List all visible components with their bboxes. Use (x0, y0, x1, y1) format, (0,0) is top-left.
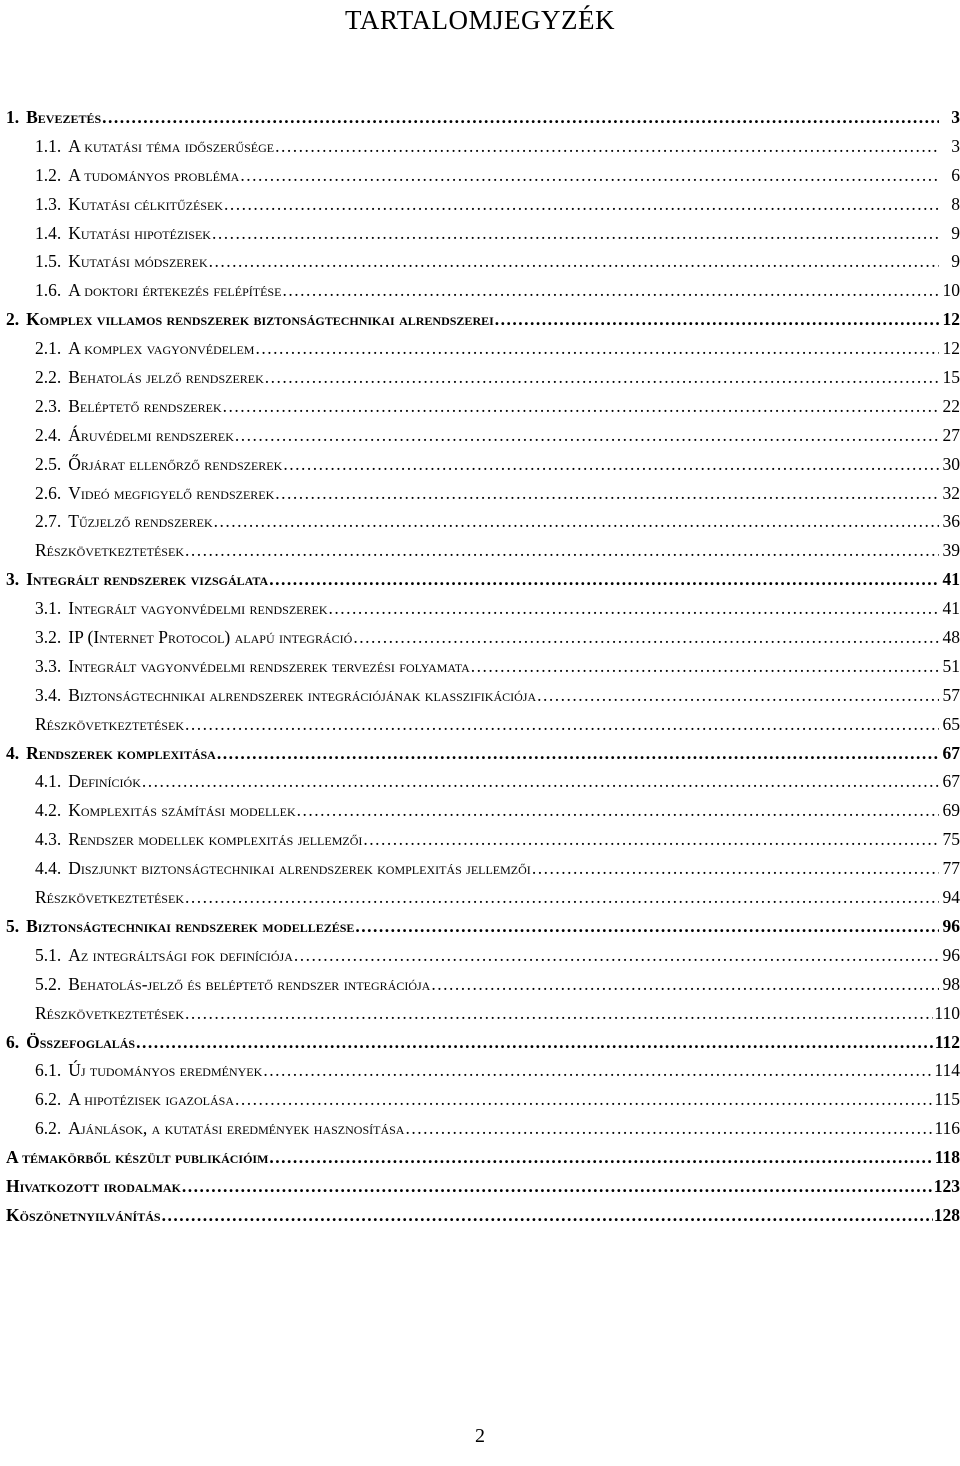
dot-leader (265, 363, 939, 392)
toc-entry-text (35, 536, 184, 565)
toc-entry-label: Részkövetkeztetések (35, 887, 184, 908)
dot-leader (297, 796, 939, 825)
toc-entry-page: 67 (942, 771, 960, 792)
toc-entry[interactable] (6, 132, 960, 161)
dot-leader (537, 681, 939, 710)
toc-entry[interactable] (6, 219, 960, 248)
toc-entry-page: 41 (942, 598, 960, 619)
toc-entry[interactable] (6, 652, 960, 681)
toc-entry-label: Áruvédelmi rendszerek (68, 424, 234, 445)
toc-entry-page: 94 (942, 887, 960, 908)
toc-entry[interactable] (6, 883, 960, 912)
dot-leader (240, 161, 939, 190)
toc-entry-page: 96 (942, 915, 960, 936)
toc-entry-label: A hipotézisek igazolása (68, 1089, 234, 1110)
toc-entry[interactable] (6, 392, 960, 421)
toc-entry[interactable] (6, 1172, 960, 1201)
toc-entry-text (35, 594, 328, 623)
toc-entry-page: 41 (942, 569, 960, 590)
toc-entry-label: Az integráltsági fok definíciója (68, 944, 293, 965)
toc-entry-label: Részkövetkeztetések (35, 713, 184, 734)
toc-entry[interactable] (6, 479, 960, 508)
toc-entry-number: 2.3. (35, 395, 62, 416)
toc-entry-number: 4.1. (35, 771, 62, 792)
toc-entry-page: 57 (942, 684, 960, 705)
dot-leader (363, 825, 939, 854)
toc-entry-text (35, 190, 223, 219)
toc-entry-text (6, 1172, 181, 1201)
toc-entry[interactable] (6, 1114, 960, 1143)
toc-entry[interactable] (6, 796, 960, 825)
toc-entry-number: 1.3. (35, 193, 62, 214)
dot-leader (185, 999, 933, 1028)
toc-entry[interactable] (6, 739, 960, 768)
toc-entry-label: Kutatási hipotézisek (68, 222, 211, 243)
dot-leader (282, 276, 939, 305)
dot-leader (185, 883, 939, 912)
toc-entry-label: Köszönetnyilvánítás (6, 1204, 161, 1225)
toc-entry-number: 2.5. (35, 453, 62, 474)
toc-entry-label: Ajánlások, a kutatási eredmények hasznosítása (68, 1118, 405, 1139)
dot-leader (209, 247, 939, 276)
toc-entry-text (6, 1028, 135, 1057)
toc-entry-label: Biztonságtechnikai alrendszerek integrációjának klasszifikációja (68, 684, 537, 705)
toc-entry[interactable] (6, 825, 960, 854)
toc-entry-label: Új tudományos eredmények (68, 1060, 263, 1081)
toc-entry[interactable] (6, 421, 960, 450)
toc-entry-page: 12 (942, 338, 960, 359)
toc-entry-text (35, 392, 222, 421)
toc-entry-number: 1.2. (35, 164, 62, 185)
toc-entry-page: 114 (934, 1060, 960, 1081)
toc-entry-text (35, 941, 293, 970)
toc-entry-text (6, 912, 354, 941)
toc-entry-page: 6 (951, 164, 960, 185)
toc-entry-number: 5. (6, 915, 20, 936)
toc-entry-text (35, 854, 531, 883)
toc-entry-page: 116 (934, 1118, 960, 1139)
toc-entry-page: 123 (933, 1175, 960, 1196)
toc-entry-number: 4.2. (35, 800, 62, 821)
toc-entry-page: 39 (942, 540, 960, 561)
toc-entry-page: 65 (942, 713, 960, 734)
toc-entry-text (35, 1085, 234, 1114)
toc-entry-label: IP (Internet Protocol) alapú integráció (68, 627, 353, 648)
toc-entry[interactable] (6, 1201, 960, 1230)
toc-entry-number: 6.1. (35, 1060, 62, 1081)
toc-entry-text (35, 161, 239, 190)
dot-leader (255, 334, 939, 363)
toc-entry-text (35, 1056, 262, 1085)
toc-entry-page: 77 (942, 858, 960, 879)
toc-entry-page: 118 (934, 1147, 960, 1168)
toc-entry-text (35, 825, 362, 854)
dot-leader (102, 103, 939, 132)
dot-leader (217, 739, 939, 768)
dot-leader (162, 1201, 933, 1230)
toc-entry-text (6, 565, 268, 594)
dot-leader (294, 941, 939, 970)
toc-entry-page: 3 (951, 135, 960, 156)
toc-entry[interactable] (6, 710, 960, 739)
toc-entry-number: 5.2. (35, 973, 62, 994)
toc-entry[interactable] (6, 1056, 960, 1085)
toc-entry[interactable] (6, 941, 960, 970)
toc-entry-number: 1. (6, 107, 20, 127)
toc-entry[interactable] (6, 681, 960, 710)
dot-leader (275, 132, 939, 161)
toc-entry-page: 10 (942, 280, 960, 301)
toc-entry-page: 96 (942, 944, 960, 965)
toc-entry-number: 1.4. (35, 222, 62, 243)
toc-entry[interactable] (6, 363, 960, 392)
toc-entry-number: 3. (6, 569, 20, 590)
dot-leader (275, 479, 939, 508)
toc-entry-text (35, 334, 254, 363)
toc-entry-text (35, 276, 281, 305)
toc-entry-text (35, 710, 184, 739)
toc-entry-page: 27 (942, 424, 960, 445)
toc-entry[interactable] (6, 1028, 960, 1057)
toc-entry-page: 36 (942, 511, 960, 532)
toc-entry-number: 2. (6, 309, 20, 330)
toc-entry-label: A komplex vagyonvédelem (68, 338, 255, 359)
toc-entry-page: 8 (951, 193, 960, 214)
toc-entry[interactable] (6, 1143, 960, 1172)
toc-entry-number: 5.1. (35, 944, 62, 965)
toc-entry-label: Hivatkozott irodalmak (6, 1175, 181, 1196)
toc-entry-label: Tűzjelző rendszerek (68, 511, 213, 532)
toc-entry-label: Integrált vagyonvédelmi rendszerek tervezési folyamata (68, 655, 470, 676)
toc-entry-label: Összefoglalás (26, 1031, 136, 1052)
toc-entry-text (35, 450, 282, 479)
toc-entry-page: 112 (934, 1031, 960, 1052)
toc-entry-text (35, 479, 274, 508)
toc-entry-label: Beléptető rendszerek (68, 395, 222, 416)
toc-entry-text (35, 999, 184, 1028)
toc-entry[interactable] (6, 190, 960, 219)
toc-entry-page: 75 (942, 829, 960, 850)
toc-entry[interactable] (6, 536, 960, 565)
dot-leader (269, 1143, 933, 1172)
dot-leader (283, 450, 939, 479)
toc-entry-text (35, 247, 208, 276)
toc-entry-number: 4.4. (35, 858, 62, 879)
toc-entry-text (35, 681, 536, 710)
toc-entry-number: 1.1. (35, 135, 62, 156)
dot-leader (353, 623, 939, 652)
toc-entry-text (35, 652, 470, 681)
toc-entry-label: Integrált vagyonvédelmi rendszerek (68, 598, 328, 619)
toc-entry-page: 98 (942, 973, 960, 994)
toc-entry-label: Bevezetés (26, 107, 102, 127)
dot-leader (405, 1114, 933, 1143)
dot-leader (223, 392, 939, 421)
toc-entry-text (35, 623, 352, 652)
toc-entry-number: 4.3. (35, 829, 62, 850)
toc-entry-text (35, 132, 274, 161)
toc-entry-label: Behatolás-jelző és beléptető rendszer integrációja (68, 973, 431, 994)
toc-entry-text (6, 305, 494, 334)
toc-entry-text (6, 1201, 161, 1230)
toc-entry-number: 3.3. (35, 655, 62, 676)
toc-entry-label: A kutatási téma időszerűsége (68, 135, 275, 156)
toc-entry[interactable] (6, 103, 960, 132)
toc-entry-number: 3.2. (35, 627, 62, 648)
dot-leader (431, 970, 939, 999)
toc-entry-label: Biztonságtechnikai rendszerek modellezése (26, 915, 355, 936)
toc-entry-page: 32 (942, 482, 960, 503)
toc-entry-label: Rendszerek komplexitása (26, 742, 216, 763)
toc-entry-label: Diszjunkt biztonságtechnikai alrendszerek komplexitás jellemzői (68, 858, 531, 879)
toc-entry-number: 6.2. (35, 1089, 62, 1110)
dot-leader (185, 710, 939, 739)
dot-leader (269, 565, 939, 594)
toc-entry-page: 110 (934, 1002, 960, 1023)
dot-leader (329, 594, 940, 623)
page-number: 2 (475, 1425, 485, 1447)
toc-entry-text (35, 219, 211, 248)
dot-leader (263, 1056, 933, 1085)
toc-entry-text (35, 363, 264, 392)
toc-entry-page: 51 (942, 655, 960, 676)
toc-entry-label: Komplexitás számítási modellek (68, 800, 296, 821)
toc-entry[interactable] (6, 247, 960, 276)
toc-entry[interactable] (6, 767, 960, 796)
toc-entry-page: 3 (951, 107, 960, 127)
table-of-contents (6, 103, 960, 1230)
toc-entry-label: Részkövetkeztetések (35, 1002, 184, 1023)
toc-entry-label: Integrált rendszerek vizsgálata (26, 569, 269, 590)
toc-entry-number: 4. (6, 742, 20, 763)
toc-entry[interactable] (6, 276, 960, 305)
toc-entry-label: Rendszer modellek komplexitás jellemzői (68, 829, 363, 850)
toc-entry-text (35, 883, 184, 912)
toc-entry[interactable] (6, 565, 960, 594)
toc-entry-label: A doktori értekezés felépítése (68, 280, 282, 301)
dot-leader (235, 1085, 933, 1114)
toc-entry[interactable] (6, 305, 960, 334)
toc-entry-page: 69 (942, 800, 960, 821)
toc-entry[interactable] (6, 999, 960, 1028)
toc-entry-page: 30 (942, 453, 960, 474)
dot-leader (532, 854, 939, 883)
dot-leader (142, 767, 939, 796)
toc-entry-label: Behatolás jelző rendszerek (68, 367, 264, 388)
toc-entry-number: 2.6. (35, 482, 62, 503)
toc-entry-page: 128 (933, 1204, 960, 1225)
toc-entry[interactable] (6, 507, 960, 536)
toc-entry-text (35, 507, 213, 536)
toc-entry-page: 9 (951, 251, 960, 272)
toc-entry-number: 2.7. (35, 511, 62, 532)
toc-entry-number: 3.1. (35, 598, 62, 619)
toc-entry-label: Részkövetkeztetések (35, 540, 184, 561)
toc-entry-label: Kutatási módszerek (68, 251, 208, 272)
toc-entry-number: 1.6. (35, 280, 62, 301)
toc-entry-label: Őrjárat ellenőrző rendszerek (68, 453, 283, 474)
toc-entry[interactable] (6, 450, 960, 479)
toc-entry-label: A témakörből készült publikációim (6, 1147, 269, 1168)
toc-entry-label: Definíciók (68, 771, 141, 792)
dot-leader (224, 190, 939, 219)
toc-entry[interactable] (6, 970, 960, 999)
toc-entry-text (35, 970, 430, 999)
toc-entry-page: 67 (942, 742, 960, 763)
toc-entry-label: Komplex villamos rendszerek biztonságtechnikai alrendszerei (26, 309, 494, 330)
toc-entry-page: 115 (934, 1089, 960, 1110)
toc-entry-text (35, 1114, 404, 1143)
toc-entry-label: Videó megfigyelő rendszerek (68, 482, 275, 503)
dot-leader (214, 507, 939, 536)
toc-entry-text (35, 767, 141, 796)
toc-entry[interactable] (6, 623, 960, 652)
dot-leader (471, 652, 939, 681)
dot-leader (136, 1028, 934, 1057)
toc-entry[interactable] (6, 161, 960, 190)
toc-entry-page: 9 (951, 222, 960, 243)
page-title: TARTALOMJEGYZÉK (344, 5, 616, 35)
dot-leader (182, 1172, 933, 1201)
toc-entry[interactable] (6, 594, 960, 623)
dot-leader (495, 305, 939, 334)
toc-entry-number: 1.5. (35, 251, 62, 272)
toc-entry-text (6, 103, 101, 132)
toc-entry-number: 3.4. (35, 684, 62, 705)
toc-entry-text (35, 421, 234, 450)
toc-entry-number: 2.2. (35, 367, 62, 388)
toc-entry[interactable] (6, 912, 960, 941)
toc-entry-number: 6.2. (35, 1118, 62, 1139)
toc-entry-label: Kutatási célkitűzések (68, 193, 223, 214)
dot-leader (185, 536, 939, 565)
toc-entry-page: 22 (942, 395, 960, 416)
toc-entry[interactable] (6, 334, 960, 363)
dot-leader (355, 912, 939, 941)
toc-entry-text (6, 1143, 268, 1172)
toc-entry-number: 2.4. (35, 424, 62, 445)
toc-entry-page: 15 (942, 367, 960, 388)
toc-entry-page: 12 (942, 309, 960, 330)
toc-entry[interactable] (6, 1085, 960, 1114)
toc-entry-page: 48 (942, 627, 960, 648)
toc-entry-text (6, 739, 216, 768)
toc-entry-text (35, 796, 296, 825)
dot-leader (212, 219, 939, 248)
toc-entry-number: 2.1. (35, 338, 62, 359)
toc-entry-label: A tudományos probléma (68, 164, 240, 185)
toc-entry-number: 6. (6, 1031, 20, 1052)
toc-entry[interactable] (6, 854, 960, 883)
dot-leader (235, 421, 939, 450)
